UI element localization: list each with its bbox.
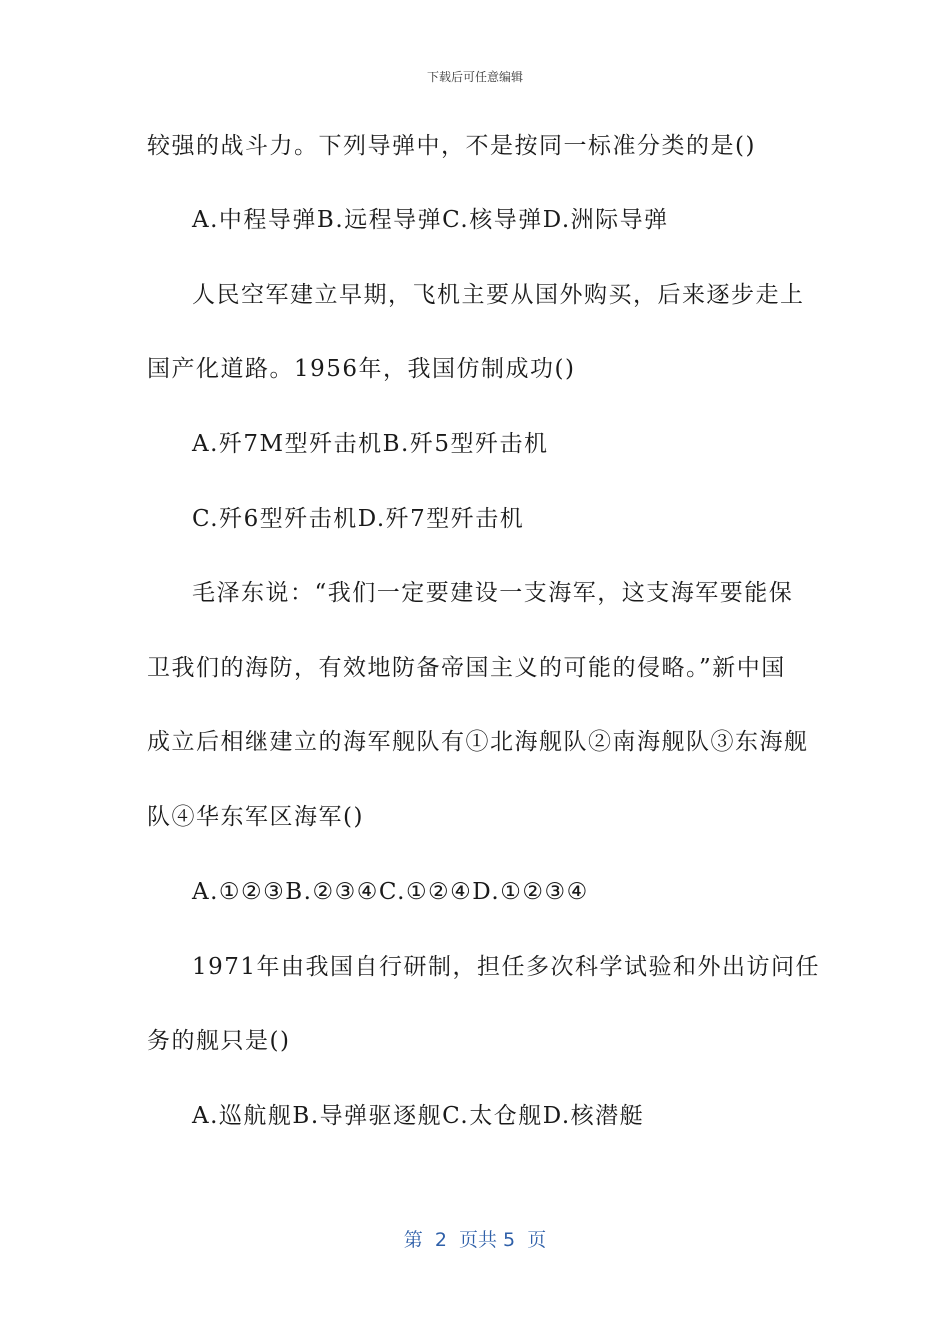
option-line-2b: C.歼6型歼击机D.歼7型歼击机	[192, 506, 525, 532]
question-line-3d: 队④华东军区海军()	[147, 804, 364, 830]
question-line-3b: 卫我们的海防，有效地防备帝国主义的可能的侵略。”新中国	[147, 655, 786, 681]
option-line-2a: A.歼7M型歼击机B.歼5型歼击机	[192, 431, 549, 457]
text-line-1: 较强的战斗力。下列导弹中，不是按同一标准分类的是()	[147, 133, 756, 159]
page-number: 第 2 页共 5 页	[403, 1229, 547, 1251]
option-line-3: A.①②③B.②③④C.①②④D.①②③④	[192, 879, 589, 905]
page-header-note: 下载后可任意编辑	[426, 70, 523, 84]
question-line-3a: 毛泽东说：“我们一定要建设一支海军，这支海军要能保	[192, 580, 794, 606]
question-line-4b: 务的舰只是()	[147, 1028, 291, 1054]
question-line-2a: 人民空军建立早期，飞机主要从国外购买，后来逐步走上	[192, 282, 805, 308]
question-line-4a: 1971年由我国自行研制，担任多次科学试验和外出访问任	[192, 954, 821, 980]
question-line-3c: 成立后相继建立的海军舰队有①北海舰队②南海舰队③东海舰	[147, 729, 809, 755]
option-line-4: A.巡航舰B.导弹驱逐舰C.太仓舰D.核潜艇	[192, 1103, 645, 1129]
option-line-1: A.中程导弹B.远程导弹C.核导弹D.洲际导弹	[192, 207, 669, 233]
question-line-2b: 国产化道路。1956年，我国仿制成功()	[147, 356, 576, 382]
